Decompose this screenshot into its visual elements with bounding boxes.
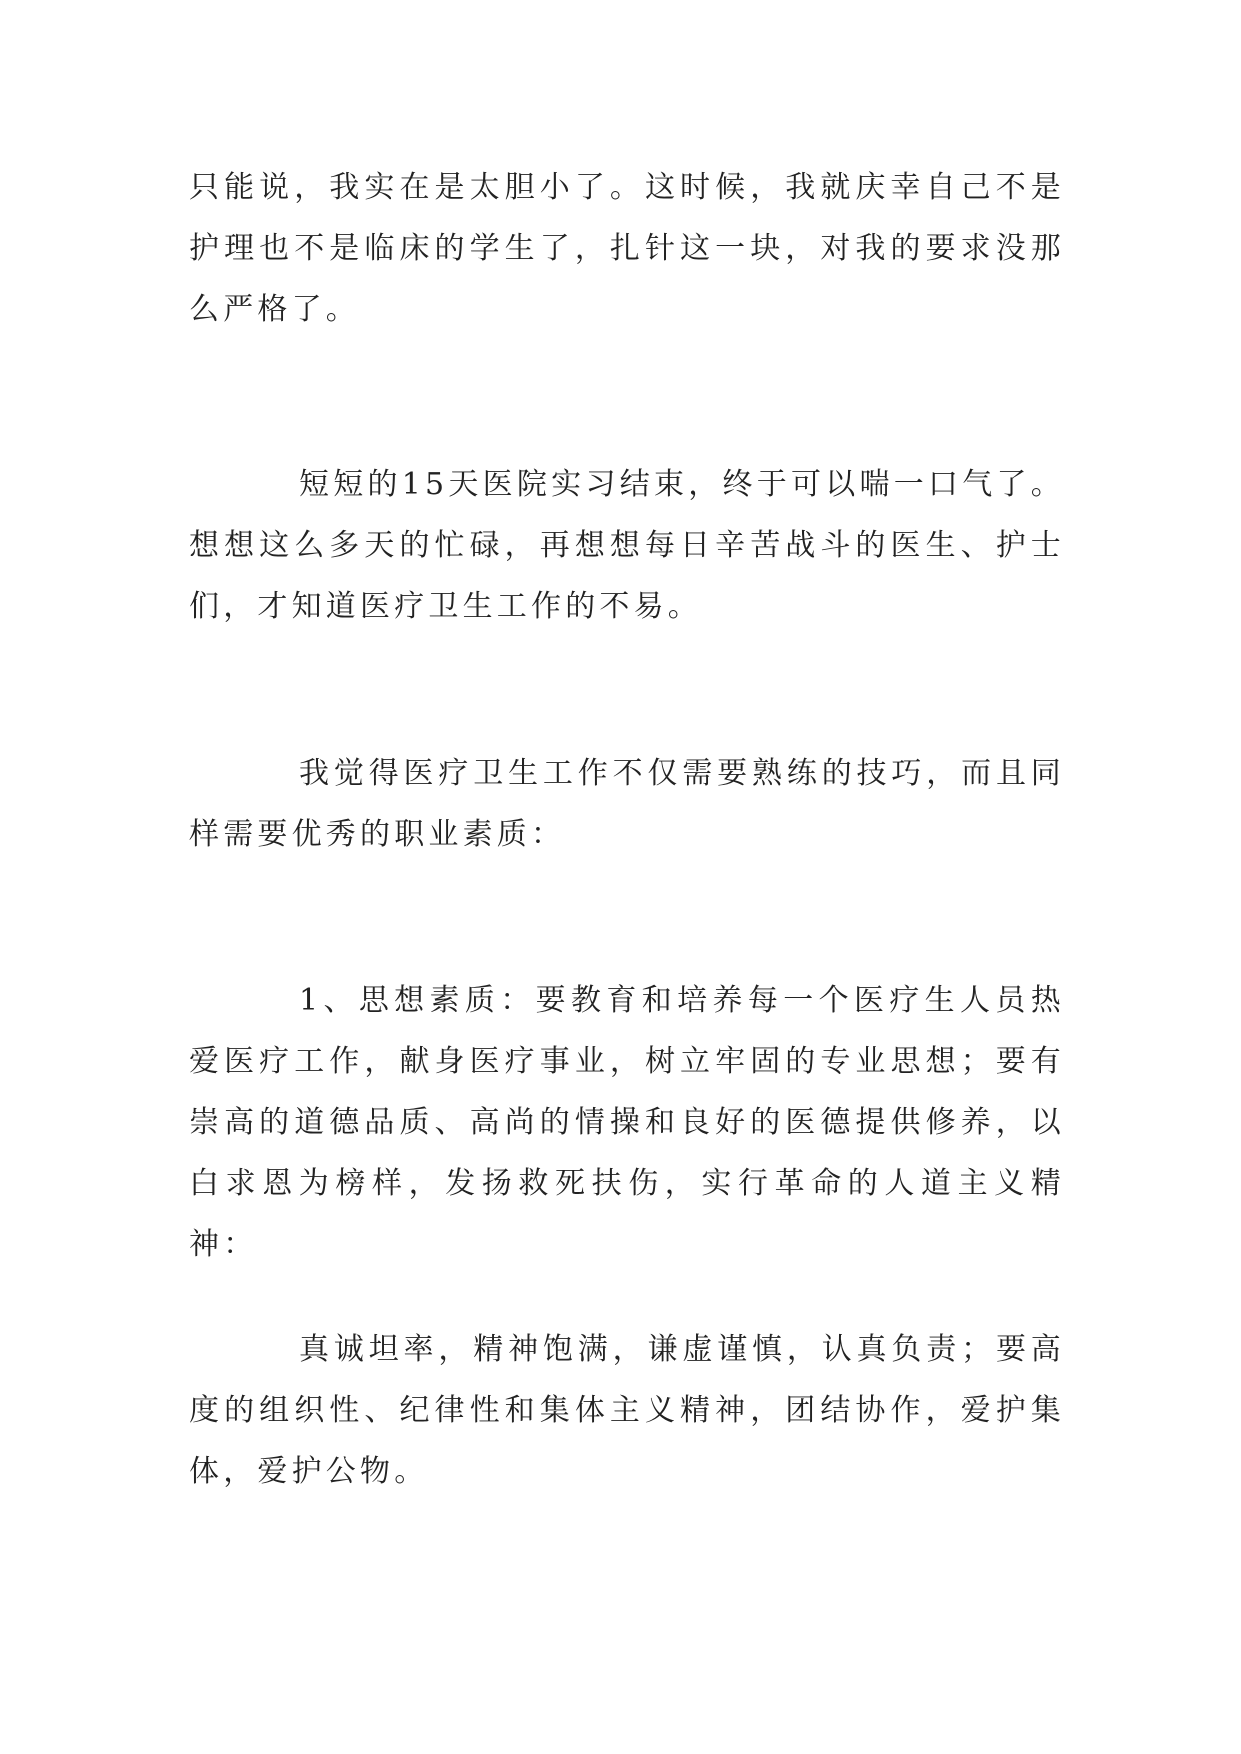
paragraph-timidity: 只能说，我实在是太胆小了。这时候，我就庆幸自己不是护理也不是临床的学生了，扎针这一块，对我的要求没那么严格了。 [189,170,1065,327]
paragraph-sincerity: 真诚坦率，精神饱满，谦虚谨慎，认真负责；要高度的组织性、纪律性和集体主义精神，团结协作，爱护集体，爱护公物。 [189,1332,1065,1489]
paragraph-professional-quality: 我觉得医疗卫生工作不仅需要熟练的技巧，而且同样需要优秀的职业素质： [189,756,1065,852]
paragraph-internship-end: 短短的15天医院实习结束，终于可以喘一口气了。想想这么多天的忙碌，再想想每日辛苦战斗的医生、护士们，才知道医疗卫生工作的不易。 [189,467,1065,624]
paragraph-ideological-quality: 1、思想素质：要教育和培养每一个医疗生人员热爱医疗工作，献身医疗事业，树立牢固的专业思想；要有崇高的道德品质、高尚的情操和良好的医德提供修养，以白求恩为榜样，发扬救死扶伤，实行革命的人道主义精神： [189,983,1065,1262]
